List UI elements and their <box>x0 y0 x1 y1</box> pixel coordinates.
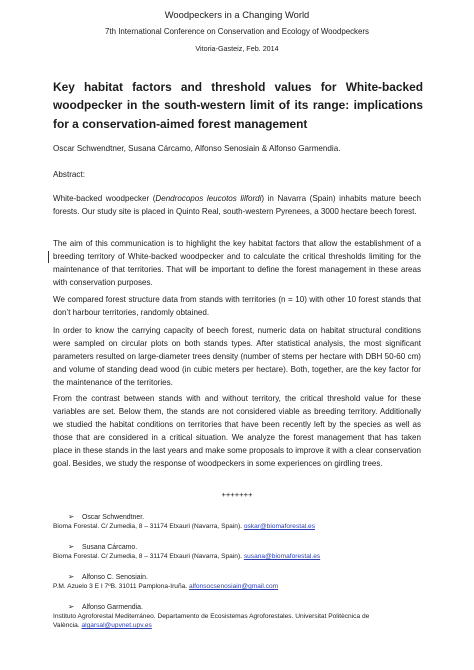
conference-series-title: Woodpeckers in a Changing World <box>164 9 310 20</box>
abstract-paragraph-4: In order to know the carrying capacity of beech forest, numeric data on habitat structural conditions were sampled on circular plots on both stands types. After statistical analysis, the most significant parameters resulted on large-diameter trees density (number of stems per hectare with DBH 50-60 cm) and volume of standing dead wood (in cubic meters per hectare). Both, together, are the key factor for the maintenance of the territories. <box>53 326 421 387</box>
affiliation-name-1 <box>68 512 144 521</box>
affiliation-address-1 <box>53 522 433 531</box>
abstract-paragraph-5: From the contrast between stands with and without territory, the critical threshold value for these variables are set. Below them, the stands are not considered viable as breeding territory. Additionally we studied the habitat conditions on territories that have been recently left by the species as well as those that are considered in a critical situation. We analyze the forest management that has taken place in these stands in the last years and make some proposals to improve it with a clear conservation goal. Besides, we study the response of woodpeckers in some experiences on girdling trees. <box>53 394 421 468</box>
species-name: Dendrocopos leucotos lilfordi <box>155 194 262 203</box>
email-link[interactable]: susana@biomaforestal.es <box>243 553 321 560</box>
affiliation-address-text: Instituto Agroforestal Mediterráneo. Departamento de Ecosistemas Agroforestales. Universitat Politècnica de <box>53 613 370 620</box>
affiliation-address-text: Bioma Forestal. C/ Zumedia, 8 – 31174 Etxauri (Navarra, Spain). <box>53 553 244 560</box>
paper-title: Key habitat factors and threshold values for White-backed woodpecker in the south-western limit of its range: implications for a conservation-aimed forest management <box>53 80 423 131</box>
email-link[interactable]: alfonsocsenosiain@gmail.com <box>188 583 279 590</box>
affiliation-name-3 <box>68 572 148 581</box>
abstract-heading: Abstract: <box>53 170 85 179</box>
arrow-bullet-icon: ➢ <box>68 542 75 551</box>
affiliation-address-4 <box>53 612 433 621</box>
affiliation-address-4-continued <box>53 621 433 630</box>
paragraph-text: ) in Navarra (Spain) inhabits mature beech forests. Our study site is placed in Quinto Real, south-western Pyrenees, a 3000 hectare beech forest. <box>53 194 421 216</box>
conference-name: 7th International Conference on Conservation and Ecology of Woodpeckers <box>105 27 369 36</box>
affiliation-person: Susana Cárcamo. <box>82 544 138 551</box>
email-link[interactable]: oskar@biomaforestal.es <box>243 523 316 530</box>
email-link[interactable]: algarsal@upvnet.upv.es <box>81 622 152 629</box>
abstract-paragraph-1 <box>53 193 421 219</box>
conference-location-date: Vitoria-Gasteiz, Feb. 2014 <box>195 44 279 53</box>
affiliation-name-2 <box>68 542 137 551</box>
affiliation-name-4 <box>68 602 143 611</box>
author-list: Oscar Schwendtner, Susana Cárcamo, Alfonso Senosiain & Alfonso Garmendia. <box>53 144 341 153</box>
affiliation-address-3 <box>53 582 433 591</box>
arrow-bullet-icon: ➢ <box>68 602 75 611</box>
abstract-paragraph-3: We compared forest structure data from stands with territories (n = 10) with other 10 forest stands that don’t harbour territories, randomly obtained. <box>53 295 421 317</box>
affiliation-person: Alfonso Garmendia. <box>82 604 143 611</box>
abstract-paragraph-2: The aim of this communication is to highlight the key habitat factors that allow the establishment of a breeding territory of White-backed woodpecker and to calculate the critical thresholds limiting for the maintenance of that territories. That will be important to define the forest management in these areas with conservation purposes. <box>53 239 421 287</box>
affiliation-address-text: Bioma Forestal. C/ Zumedia, 8 – 31174 Etxauri (Navarra, Spain). <box>53 523 244 530</box>
paragraph-text: White-backed woodpecker ( <box>53 194 156 203</box>
arrow-bullet-icon: ➢ <box>68 512 75 521</box>
affiliation-address-2 <box>53 552 433 561</box>
section-separator: +++++++ <box>221 490 253 499</box>
arrow-bullet-icon: ➢ <box>68 572 75 581</box>
text-cursor <box>48 251 49 263</box>
affiliation-person: Alfonso C. Senosiain. <box>82 574 148 581</box>
affiliation-address-text: València. <box>53 622 82 629</box>
affiliation-person: Oscar Schwendtner. <box>82 514 145 521</box>
affiliation-address-text: P.M. Azuelo 3 E I 7ºB. 31011 Pamplona-Iruña. <box>53 583 189 590</box>
